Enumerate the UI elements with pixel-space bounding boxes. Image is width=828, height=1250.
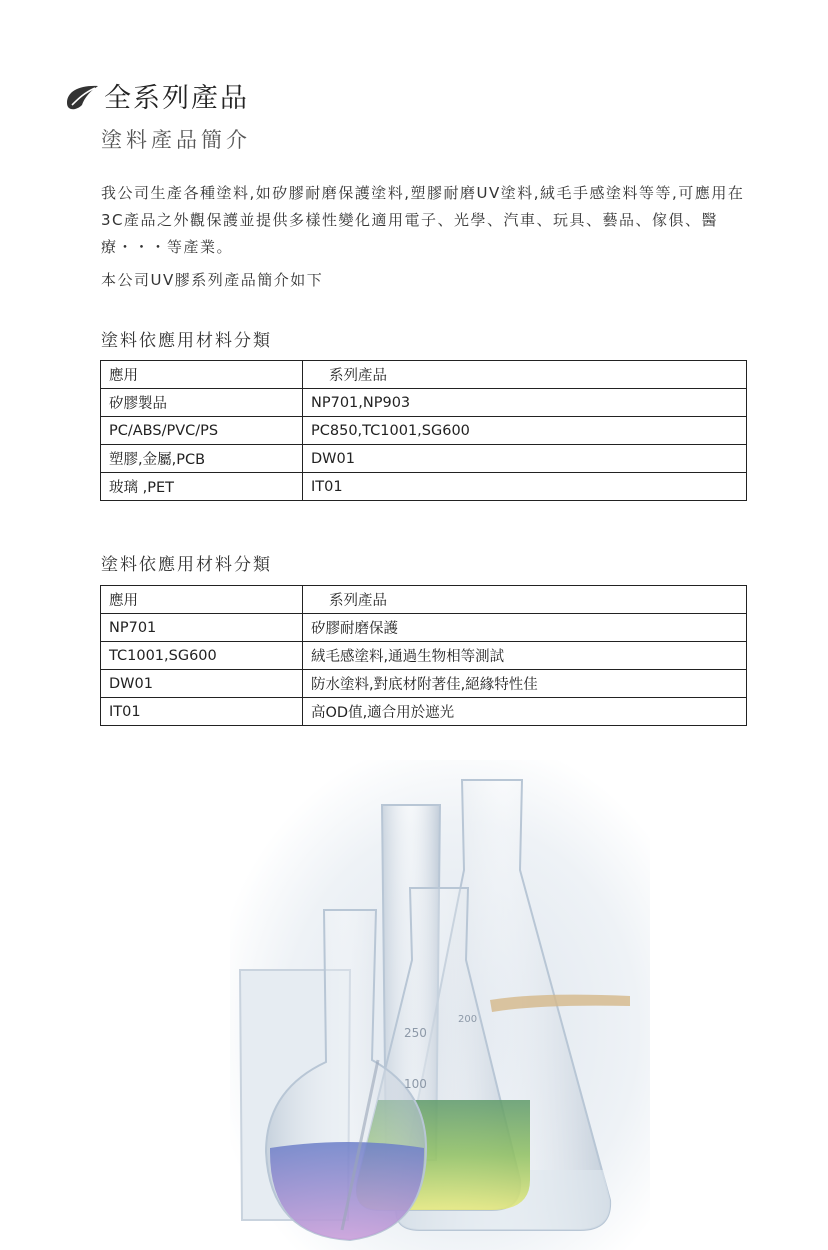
table-cell: PC/ABS/PVC/PS: [101, 417, 303, 445]
table-cell: 塑膠,金屬,PCB: [101, 445, 303, 473]
table-row: [101, 417, 747, 445]
page-title-text: 全系列產品: [104, 83, 249, 114]
table-cell: 矽膠耐磨保護: [303, 614, 747, 642]
lab-glassware-illustration: [230, 760, 650, 1250]
table-header-cell: 應用: [101, 361, 303, 389]
page-title: [64, 76, 249, 115]
intro-paragraph: 我公司生產各種塗料,如矽膠耐磨保護塗料,塑膠耐磨UV塗料,絨毛手感塗料等等,可應用在3C產品之外觀保護並提供多樣性變化適用電子、光學、汽車、玩具、藝品、傢俱、醫療・・・等產業。: [101, 184, 745, 256]
intro-text: [101, 180, 751, 294]
table-cell: 絨毛感塗料,通過生物相等測試: [303, 642, 747, 670]
table-cell: 玻璃 ,PET: [101, 473, 303, 501]
table-header-cell: 應用: [101, 586, 303, 614]
table-cell: PC850,TC1001,SG600: [303, 417, 747, 445]
table-cell: DW01: [303, 445, 747, 473]
table-cell: 防水塗料,對底材附著佳,絕緣特性佳: [303, 670, 747, 698]
section-heading: 塗料依應用材料分類: [101, 331, 272, 351]
table-row: [101, 670, 747, 698]
intro-paragraph: 本公司UV膠系列產品簡介如下: [101, 271, 324, 289]
product-table: [100, 585, 747, 726]
leaf-icon: [64, 81, 100, 111]
table-row: [101, 473, 747, 501]
page-subtitle: 塗料產品簡介: [101, 128, 251, 152]
material-table: [100, 360, 747, 501]
table-row: [101, 698, 747, 726]
table-cell: IT01: [101, 698, 303, 726]
table-row: [101, 642, 747, 670]
flask-marking: 100: [404, 1077, 427, 1091]
table-row: [101, 389, 747, 417]
flask-marking: 250: [404, 1026, 427, 1040]
table-cell: IT01: [303, 473, 747, 501]
table-header-cell: 系列產品: [303, 586, 747, 614]
table-header-row: [101, 361, 747, 389]
table-cell: 矽膠製品: [101, 389, 303, 417]
table-cell: NP701: [101, 614, 303, 642]
table-row: [101, 445, 747, 473]
flask-marking: 200: [458, 1014, 478, 1025]
table-cell: DW01: [101, 670, 303, 698]
table-header-cell: 系列產品: [303, 361, 747, 389]
table-cell: NP701,NP903: [303, 389, 747, 417]
table-cell: 高OD值,適合用於遮光: [303, 698, 747, 726]
section-heading: 塗料依應用材料分類: [101, 555, 272, 575]
table-header-row: [101, 586, 747, 614]
table-row: [101, 614, 747, 642]
table-cell: TC1001,SG600: [101, 642, 303, 670]
